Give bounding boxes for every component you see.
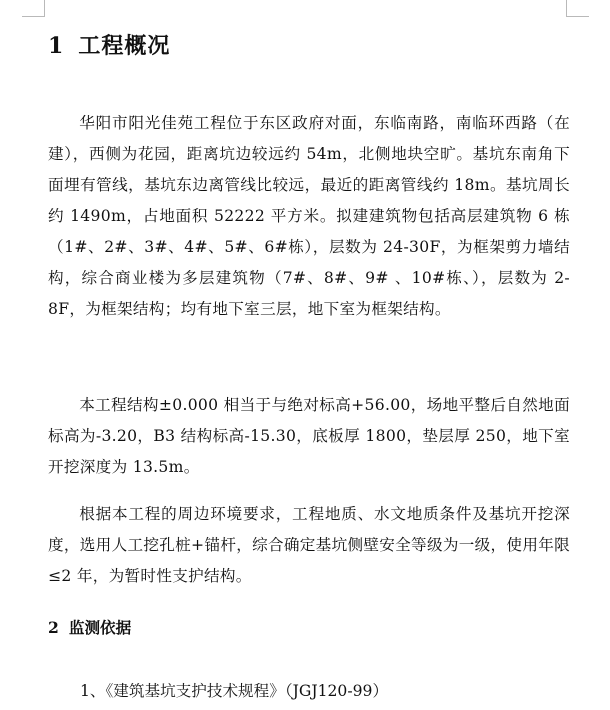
section-title: 监测依据 bbox=[68, 618, 132, 637]
section-number: 2 bbox=[48, 618, 59, 637]
paragraph-elevations: 本工程结构±0.000 相当于与绝对标高+56.00，场地平整后自然地面标高为-3.20，B3 结构标高-15.30，底板厚 1800，垫层厚 250，地下室开挖深度为 13.5m。 bbox=[48, 396, 570, 476]
crop-mark-top-right bbox=[566, 0, 589, 17]
paragraph-project-location: 华阳市阳光佳苑工程位于东区政府对面，东临南路，南临环西路（在建），西侧为花园，距离坑边较远约 54m，北侧地块空旷。基坑东南角下面埋有管线，基坑东边离管线比较远，最近的距离管线约 18m。基坑周长约 1490m，占地面积 52222 平方米。拟建建筑物包括高层建筑物 6 栋（1#、2#、3#、4#、5#、6#栋），层数为 24-30F，为框架剪力墙结构，综合商业楼为多层建筑物（7#、8#、9# 、10#栋、），层数为 2-8F，为框架结构；均有地下室三层，地下室为框架结构。 bbox=[48, 114, 570, 318]
crop-mark-top-left bbox=[22, 0, 45, 17]
paragraph-support-scheme: 根据本工程的周边环境要求，工程地质、水文地质条件及基坑开挖深度，选用人工挖孔桩+锚杆，综合确定基坑侧壁安全等级为一级，使用年限≤2 年，为暂时性支护结构。 bbox=[48, 505, 570, 585]
reference-item: 1、《建筑基坑支护技术规程》（JGJ120-99） bbox=[80, 682, 389, 700]
section-title: 工程概况 bbox=[78, 33, 171, 59]
section-heading-1 bbox=[48, 30, 170, 62]
section-number: 1 bbox=[48, 33, 65, 59]
section-heading-2 bbox=[48, 613, 131, 643]
